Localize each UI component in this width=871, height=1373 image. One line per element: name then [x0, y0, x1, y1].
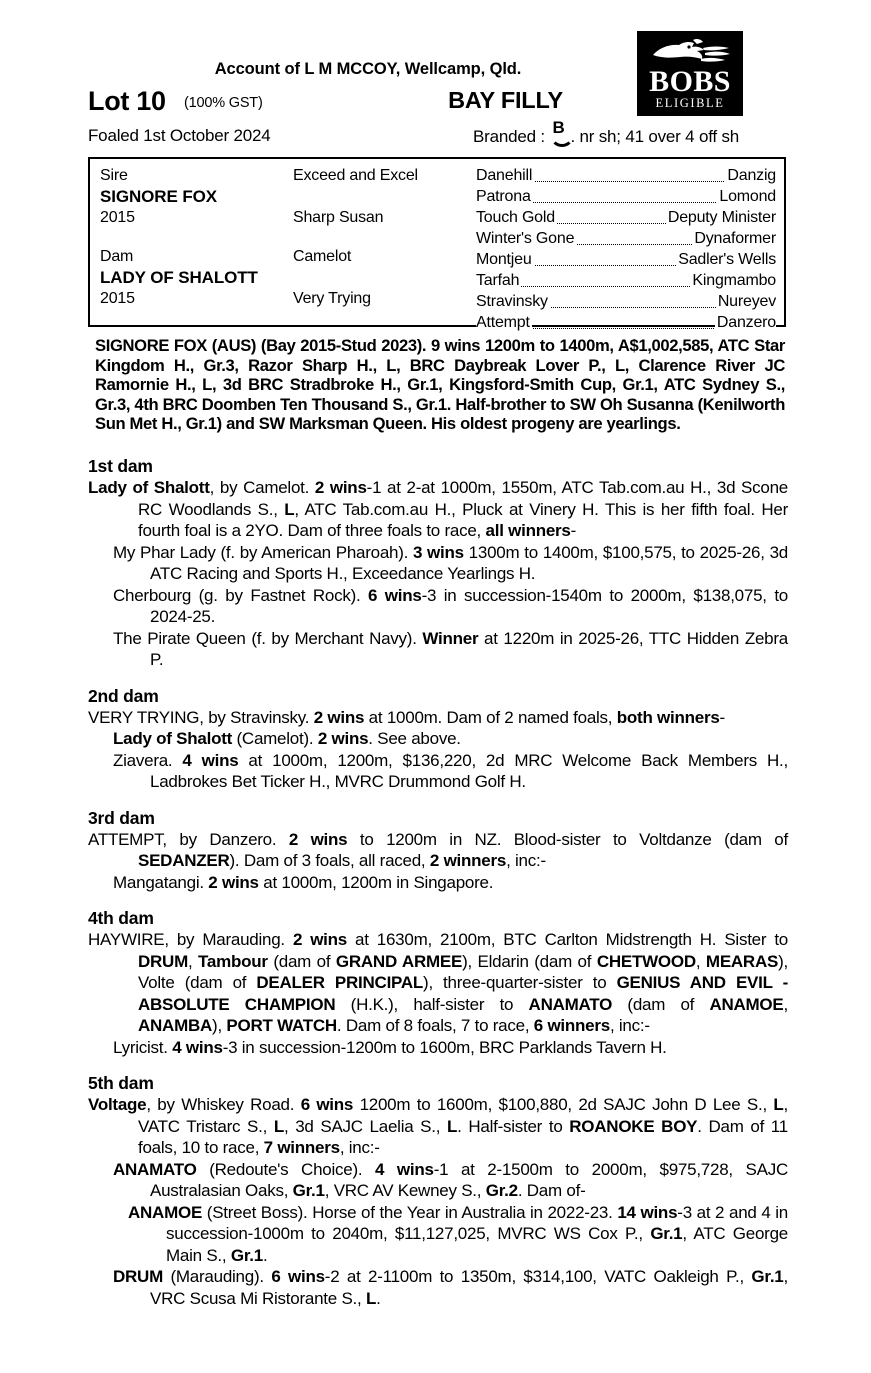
dam-sire: Camelot	[293, 248, 352, 265]
pedigree-column-great-grandparents	[476, 165, 776, 333]
progeny-entry	[88, 1266, 788, 1309]
entry-text: Lyricist. 4 wins-3 in succession-1200m to 1600m, BRC Parklands Tavern H.	[113, 1037, 667, 1057]
branded-text: . nr sh; 41 over 4 off sh	[570, 127, 740, 146]
pedigree-spacer	[293, 186, 473, 207]
pedigree-gp-right: Sadler's Wells	[678, 251, 776, 268]
dam-label: Dam	[100, 248, 134, 265]
entry-text: Cherbourg (g. by Fastnet Rock). 6 wins-3 in succession-1540m to 2000m, $138,075, to 2024-25.	[113, 585, 788, 626]
progeny-entry	[88, 1159, 788, 1202]
pedigree-gp-left: Montjeu	[476, 251, 532, 268]
sex-and-colour: BAY FILLY	[448, 87, 563, 113]
branded-label: Branded :	[473, 127, 545, 146]
sire-dam: Sharp Susan	[293, 209, 384, 226]
pedigree-gp-right: Danzero	[716, 314, 776, 331]
progeny-entry	[88, 728, 788, 750]
pedigree-spacer	[293, 228, 473, 246]
branding-details	[473, 118, 740, 147]
pedigree-gp-left: Danehill	[476, 167, 533, 184]
sire-label: Sire	[100, 167, 128, 184]
progeny-entry	[88, 585, 788, 628]
pedigree-gp-left: Stravinsky	[476, 293, 548, 310]
gst-note: (100% GST)	[184, 95, 263, 111]
dam-entry	[88, 929, 788, 1037]
sire-summary-paragraph: SIGNORE FOX (AUS) (Bay 2015-Stud 2023). 9 wins 1200m to 1400m, A$1,002,585, ATC Star Kingdom H., Gr.3, Razor Sharp H., L, BRC Daybreak Lover P., L, Clarence River JC Ramornie H., L, 3d BRC Stradbroke H., Gr.1, Kingsford-Smith Cup, Gr.1, ATC Sydney S., Gr.3, 4th BRC Doomben Ten Thousand S., Gr.1. Half-brother to SW Oh Susanna (Kenilworth Sun Met H., Gr.1) and SW Marksman Queen. His oldest progeny are yearlings.	[95, 336, 785, 434]
dam-entry	[88, 707, 788, 729]
dam-generation-heading: 2nd dam	[88, 685, 159, 706]
entry-text: HAYWIRE, by Marauding. 2 wins at 1630m, 2100m, BTC Carlton Midstrength H. Sister to DRUM, Tambour (dam of GRAND ARMEE), Eldarin (dam of CHETWOOD, MEARAS), Volte (dam of DEALER PRINCIPAL), three-quarter-sister to GENIUS AND EVIL - ABSOLUTE CHAMPION (H.K.), half-sister to ANAMATO (dam of ANAMOE, ANAMBA), PORT WATCH. Dam of 8 foals, 7 to race, 6 winners, inc:-	[88, 930, 789, 1035]
pedigree-table	[88, 157, 786, 331]
progeny-entry	[88, 872, 788, 894]
dam-entry	[88, 829, 788, 872]
entry-text: Voltage, by Whiskey Road. 6 wins 1200m to 1600m, $100,880, 2d SAJC John D Lee S., L, VATC Tristarc S., L, 3d SAJC Laelia S., L. Half-sister to ROANOKE BOY. Dam of 11 foals, 10 to race, 7 winners, inc:-	[88, 1095, 788, 1157]
pedigree-spacer	[100, 228, 295, 246]
progeny-entry	[88, 750, 788, 793]
lot-number: Lot 10	[88, 86, 166, 116]
pedigree-gp-row	[476, 207, 776, 228]
entry-text: The Pirate Queen (f. by Merchant Navy). Winner at 1220m in 2025-26, TTC Hidden Zebra P.	[113, 628, 788, 669]
pedigree-gp-right: Kingmambo	[692, 272, 776, 289]
dam-name: LADY OF SHALOTT	[100, 268, 258, 287]
sire-year: 2015	[100, 209, 135, 226]
entry-text: VERY TRYING, by Stravinsky. 2 wins at 1000m. Dam of 2 named foals, both winners-	[88, 707, 725, 727]
pedigree-gp-left: Tarfah	[476, 272, 520, 289]
pedigree-gp-right: Lomond	[719, 188, 776, 205]
pedigree-column-grandparents	[293, 165, 473, 309]
entry-text: Ziavera. 4 wins at 1000m, 1200m, $136,220, 2d MRC Welcome Back Members H., Ladbrokes Bet Ticker H., MVRC Drummond Golf H.	[113, 750, 788, 791]
pedigree-gp-left: Winter's Gone	[476, 230, 575, 247]
pedigree-gp-right: Deputy Minister	[667, 209, 776, 226]
entry-text: My Phar Lady (f. by American Pharoah). 3 wins 1300m to 1400m, $100,575, to 2025-26, 3d ATC Racing and Sports H., Exceedance Yearlings H.	[113, 542, 788, 583]
progeny-entry	[88, 1037, 788, 1059]
pedigree-gp-row	[476, 270, 776, 291]
dam-dam: Very Trying	[293, 290, 371, 307]
entry-text: ANAMATO (Redoute's Choice). 4 wins-1 at 2-1500m to 2000m, $975,728, SAJC Australasian Oaks, Gr.1, VRC AV Kewney S., Gr.2. Dam of-	[113, 1159, 788, 1200]
brand-symbol-icon	[550, 118, 569, 146]
pedigree-gp-row	[476, 312, 776, 333]
pedigree-narrative	[88, 455, 788, 1309]
entry-text: DRUM (Marauding). 6 wins-2 at 2-1100m to 1350m, $314,100, VATC Oakleigh P., Gr.1, VRC Scusa Mi Ristorante S., L.	[113, 1267, 788, 1308]
entry-text: Lady of Shalott (Camelot). 2 wins. See above.	[113, 729, 461, 748]
pedigree-spacer	[293, 267, 473, 288]
dam-entry	[88, 477, 788, 542]
entry-text: ATTEMPT, by Danzero. 2 wins to 1200m in NZ. Blood-sister to Voltdanze (dam of SEDANZER). Dam of 3 foals, all raced, 2 winners, inc:-	[88, 829, 788, 870]
lot-row	[88, 86, 648, 120]
progeny-entry	[88, 542, 788, 585]
entry-text: Mangatangi. 2 wins at 1000m, 1200m in Singapore.	[113, 872, 494, 892]
progeny-entry	[88, 1202, 788, 1267]
pedigree-column-parents	[100, 165, 295, 309]
bobs-eligible-logo	[637, 31, 743, 116]
pedigree-gp-left: Patrona	[476, 188, 531, 205]
horse-head-icon	[649, 38, 731, 68]
pedigree-gp-row	[476, 228, 776, 249]
pedigree-gp-row	[476, 291, 776, 312]
entry-text: Lady of Shalott, by Camelot. 2 wins-1 at 2-at 1000m, 1550m, ATC Tab.com.au H., 3d Scone RC Woodlands S., L, ATC Tab.com.au H., Pluck at Vinery H. This is her fifth foal. Her fourth foal is a 2YO. Dam of three foals to race, all winners-	[88, 478, 789, 540]
dam-generation-heading: 1st dam	[88, 456, 153, 476]
sire-sire: Exceed and Excel	[293, 167, 418, 184]
vendor-account: Account of L M MCCOY, Wellcamp, Qld.	[214, 60, 522, 78]
dam-year: 2015	[100, 290, 135, 307]
dam-generation-heading: 4th dam	[88, 908, 154, 928]
pedigree-gp-left: Attempt	[476, 314, 530, 331]
pedigree-gp-row	[476, 249, 776, 270]
pedigree-gp-right: Danzig	[727, 167, 776, 184]
sire-name: SIGNORE FOX	[100, 187, 217, 206]
brand-letter: B	[552, 118, 565, 137]
bobs-wordmark: BOBS	[649, 65, 731, 98]
foaling-date: Foaled 1st October 2024	[88, 126, 271, 145]
pedigree-gp-row	[476, 186, 776, 207]
bobs-eligible-label: ELIGIBLE	[655, 96, 725, 110]
pedigree-gp-left: Touch Gold	[476, 209, 555, 226]
entry-text: ANAMOE (Street Boss). Horse of the Year in Australia in 2022-23. 14 wins-3 at 2 and 4 in succession-1000m to 2040m, $11,127,025, MVRC WS Cox P., Gr.1, ATC George Main S., Gr.1.	[128, 1202, 789, 1265]
pedigree-gp-row	[476, 165, 776, 186]
progeny-entry	[88, 628, 788, 671]
dam-generation-heading: 3rd dam	[88, 807, 155, 828]
dam-generation-heading: 5th dam	[88, 1073, 154, 1093]
dam-entry	[88, 1094, 788, 1159]
pedigree-gp-right: Dynaformer	[694, 230, 776, 247]
pedigree-gp-right: Nureyev	[717, 293, 776, 310]
